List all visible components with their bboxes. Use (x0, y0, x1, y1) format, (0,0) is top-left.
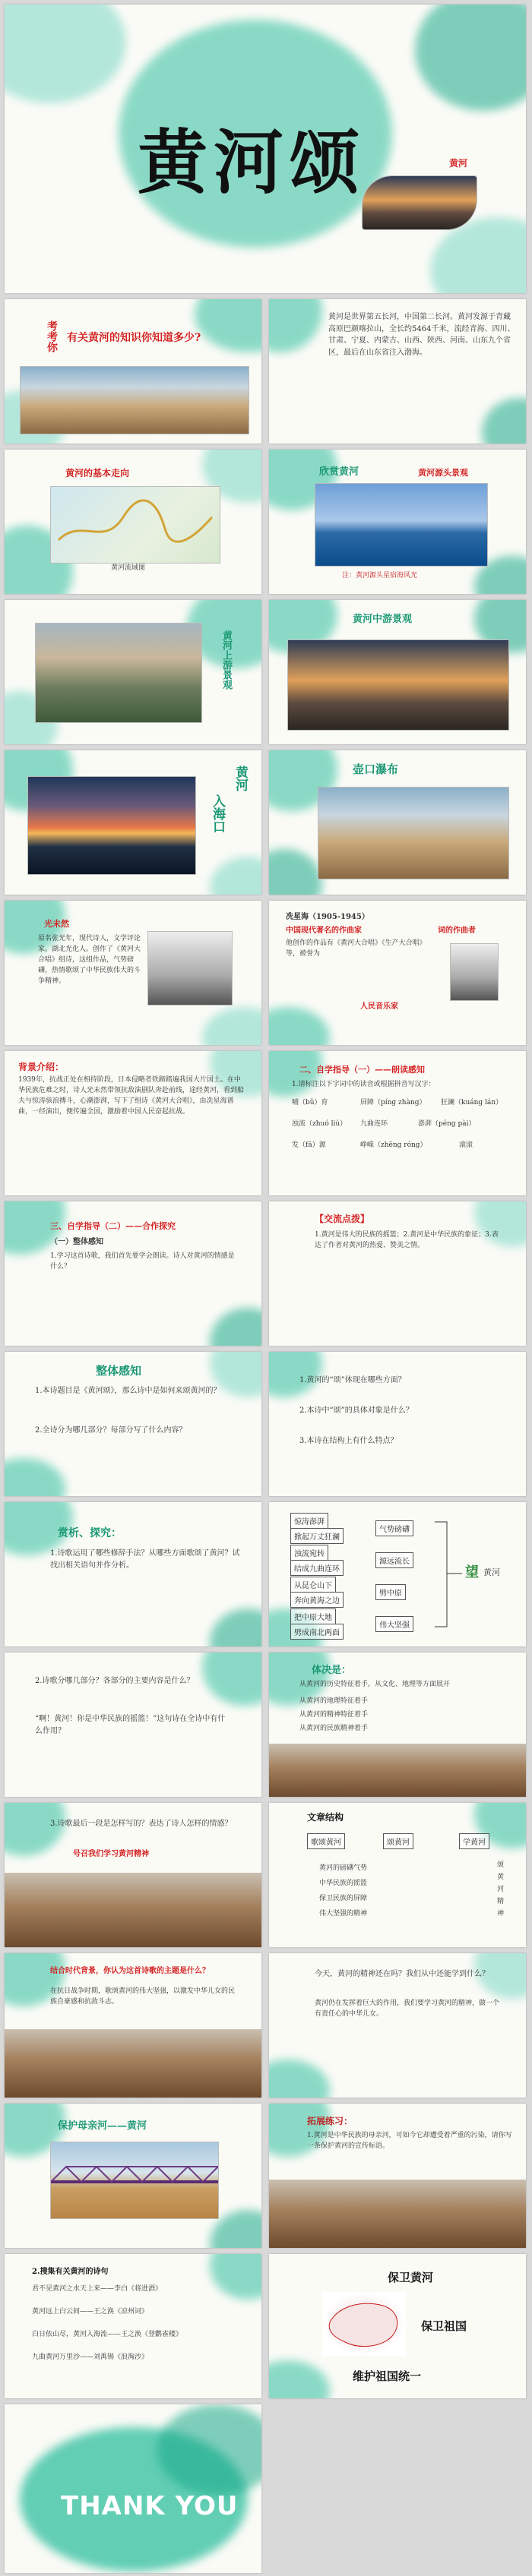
reading-row: 澎湃（péng pài） (418, 1120, 476, 1128)
structure-item: 黄河的磅礴气势 (319, 1864, 368, 1872)
reading-row: 九曲连环 (360, 1120, 388, 1128)
slide-structure (269, 1803, 526, 1947)
method-line: 从黄河的历史特征着手，从文化、地理等方面展开 (299, 1681, 451, 1688)
phrase-box: 掀起万丈狂澜 (290, 1528, 344, 1544)
slide-yellow-river-facts (269, 299, 526, 444)
slide-title: 光未然 (44, 919, 69, 929)
map-caption: 黄河流域图 (111, 564, 146, 572)
flow-box: 歌颂黄河 (307, 1833, 345, 1849)
ink-wash (195, 299, 261, 352)
ink-wash (210, 1308, 261, 1346)
slide-analysis (269, 1502, 526, 1646)
reading-row: 哺（bǔ）育 (292, 1099, 328, 1106)
question-2: 2.本诗中“颂”的具体对象是什么？ (299, 1406, 413, 1415)
structure-question: 2.诗歌分哪几部分？各部分的主要内容是什么？ (35, 1677, 195, 1685)
composer-highlight: 人民音乐家 (360, 1002, 398, 1011)
source-photo (315, 483, 488, 567)
ink-wash (202, 1007, 261, 1045)
structure-quote: “啊！黄河！你是中华民族的摇篮！”这句诗在全诗中有什么作用？ (35, 1715, 226, 1735)
slide-title: 体决是： (312, 1665, 352, 1676)
slide-quiz (5, 299, 261, 444)
meaning-box: 气势磅礴 (375, 1520, 413, 1536)
waterfall-photo (20, 366, 249, 434)
side-title-1: 黄河 (233, 766, 248, 791)
slide-title: 背景介绍： (18, 1062, 65, 1072)
ink-wash (415, 5, 526, 111)
slide-title: 【交流点拨】 (315, 1214, 370, 1224)
phrase-box: 浊流宛转 (290, 1545, 328, 1561)
meaning-box: 劈中原 (375, 1584, 406, 1600)
discussion-text: 1.黄河是伟大的民族的摇篮；2.黄河是中华民族的象征；3.表达了作者对黄河的热爱、赞美之情。 (315, 1231, 499, 1249)
side-title: 考考你 (46, 320, 58, 352)
estuary-photo (27, 776, 196, 875)
phrase-box: 把中原大地 (290, 1608, 336, 1624)
facts-text: 黄河是世界第五长河，中国第二长河。黄河发源于青藏高原巴颜喀拉山，全长约5464千米，流经青海、四川、甘肃、宁夏、内蒙古、山西、陕西、河南、山东九个省区，最后在山东省注入渤海。 (328, 313, 515, 357)
composer-line2: 词的作曲者 (438, 927, 476, 935)
slide-poems (5, 2254, 261, 2398)
question-3: 3.本诗在结构上有什么特点？ (299, 1437, 398, 1445)
ink-wash (269, 2060, 330, 2098)
slide-title: 黄河的基本走向 (65, 468, 130, 478)
overall-q1: 1.本诗题目是《黄河颂》，那么诗中是如何来颂黄河的？ (35, 1387, 221, 1395)
slide-today (269, 1953, 526, 2098)
side-title: 黄河上游景观 (220, 630, 232, 690)
ink-wash (269, 299, 322, 352)
today-question: 今天，黄河的精神还在吗？我们从中还能学到什么？ (315, 1970, 489, 1978)
cover-tag: 黄河 (449, 158, 468, 169)
reading-row: 屏障（píng zhàng） (360, 1099, 426, 1106)
ink-wash (482, 398, 526, 444)
slide-theme (5, 1953, 261, 2098)
poem-item: 九曲黄河万里沙——刘禹锡《浪淘沙》 (32, 2353, 149, 2361)
slide-title: 结合时代背景，你认为这首诗歌的主题是什么？ (50, 1967, 210, 1975)
reading-row: 发（fā）源 (292, 1141, 326, 1149)
theme-text: 在抗日战争时期，歌颂黄河的伟大坚强，以激发中华儿女的民族自豪感和抗敌斗志。 (50, 1987, 236, 2006)
china-map (322, 2292, 406, 2356)
river-line (51, 487, 220, 563)
phrase-box: 惊涛澎湃 (290, 1513, 328, 1529)
mudflow-photo (269, 1744, 526, 1797)
slogan-line2: 保卫祖国 (421, 2319, 467, 2333)
structure-right: 神 (497, 1910, 505, 1918)
center-subword: 黄河 (483, 1567, 500, 1577)
composer-text: 他创作的作品有《黄河大合唱》《生产大合唱》等，被誉为 (286, 939, 426, 958)
water-photo (269, 2180, 526, 2248)
composer-line1: 中国现代著名的作曲家 (286, 927, 362, 935)
slide-ending (5, 1803, 261, 1947)
slide-discussion (269, 1201, 526, 1346)
river-map (50, 486, 220, 564)
slide-subtitle: （一）整体感知 (50, 1238, 103, 1246)
slide-title: 保护母亲河——黄河 (58, 2120, 147, 2132)
ink-wash (269, 2360, 330, 2398)
cover-slide (5, 5, 526, 293)
ending-highlight: 号召我们学习黄河精神 (73, 1850, 149, 1858)
middle-reaches-photo (287, 639, 509, 731)
cover-title: 黄河颂 (138, 122, 366, 204)
flow-box: 学黄河 (459, 1833, 489, 1849)
background-text: 1939年，抗战正处在相持阶段，日本侵略者铁蹄踏遍我国大片国土。在中华民族危难之时，诗人光未然带领抗敌演剧队奔赴前线，途经黄河，看到船夫与惊涛骇浪搏斗，心潮澎湃，写下了组诗《黄河大合唱》，由冼星海谱曲，一经演出，便传遍全国，激励着中国人民奋起抗战。 (18, 1076, 245, 1116)
composer-portrait (450, 943, 499, 1001)
side-title-2: 入海口 (210, 794, 225, 833)
slide-estuary (5, 750, 261, 895)
reading-row: 浊流（zhuó liú） (292, 1120, 347, 1128)
ink-wash (210, 857, 261, 895)
slide-protect (5, 2104, 261, 2248)
slide-structure-question (5, 1653, 261, 1797)
slide-questions (269, 1352, 526, 1496)
slide-river-course (5, 450, 261, 594)
ink-wash (210, 1608, 261, 1646)
extension-text: 1.黄河是中华民族的母亲河，可如今它却遭受着严重的污染，请你写一条保护黄河的宣传标语。 (307, 2132, 512, 2150)
overall-q2: 2.全诗分为哪几部分？每部分写了什么内容？ (35, 1426, 187, 1435)
meaning-box: 源远流长 (375, 1552, 413, 1568)
explore-text: 1.学习这首诗歌，我们首先要学会朗读。诗人对黄河的情感是什么？ (50, 1252, 235, 1271)
slide-title: 欣赏黄河 (319, 466, 359, 478)
reading-question: 1.请标注以下字词中的读音或根据拼音写汉字： (292, 1081, 435, 1088)
photo-caption: 注：黄河源头星宿海风光 (342, 572, 418, 579)
slide-title: 整体感知 (96, 1364, 142, 1378)
thank-you-title: THANK YOU (61, 2491, 239, 2521)
slide-hukou-falls (269, 750, 526, 895)
slide-extension (269, 2104, 526, 2248)
meaning-box: 伟大坚强 (375, 1616, 413, 1632)
slogan-line3: 维护祖国统一 (353, 2369, 422, 2383)
slide-method (269, 1653, 526, 1797)
slide-subtitle: 黄河源头景观 (418, 468, 468, 478)
phrase-box: 奔向黄海之边 (290, 1592, 344, 1608)
map-outline-icon (322, 2292, 406, 2356)
upper-reaches-photo (35, 623, 202, 723)
structure-right: 黄 (497, 1874, 505, 1881)
reading-row: 滚滚 (459, 1141, 473, 1149)
method-line: 从黄河的民族精神着手 (299, 1725, 369, 1732)
composer-head: 冼星海（1905-1945） (286, 913, 369, 921)
slide-title: 壶口瀑布 (353, 762, 399, 776)
slide-middle-reaches (269, 600, 526, 744)
poem-item: 君不见黄河之水天上来——李白《将进酒》 (32, 2285, 163, 2293)
structure-right: 河 (497, 1886, 505, 1893)
slide-title: 二、自学指导（一）——朗读感知 (299, 1065, 425, 1075)
poem-item: 黄河远上白云间——王之涣《凉州词》 (32, 2308, 149, 2316)
bridge-photo (50, 2142, 219, 2219)
today-text: 黄河仍在发挥着巨大的作用，我们要学习黄河的精神，做一个有责任心的中华儿女。 (315, 2000, 500, 2018)
author-portrait (147, 931, 233, 1005)
waves-photo (5, 2029, 261, 2098)
structure-right: 精 (497, 1898, 505, 1905)
structure-item: 保卫民族的屏障 (319, 1895, 368, 1902)
author-bio: 原名张光年，现代诗人，文学评论家。湖北光化人。创作了《黄河大合唱》组诗，这组作品，气势磅礴，热情歌颂了中华民族伟大的斗争精神。 (38, 935, 141, 985)
structure-item: 伟大坚强的精神 (319, 1910, 368, 1918)
ink-wash (269, 1007, 330, 1045)
reading-row: 狂澜（kuáng lán） (441, 1099, 503, 1106)
structure-item: 中华民族的摇篮 (319, 1880, 368, 1887)
slide-upper-reaches (5, 600, 261, 744)
flow-box: 颂黄河 (383, 1833, 413, 1849)
appreciation-text: 1.诗歌运用了哪些修辞手法？从哪些方面歌颂了黄河？试找出相关语句并作分析。 (50, 1549, 240, 1570)
slide-title: 黄河中游景观 (353, 614, 413, 625)
slide-title: 2.搜集有关黄河的诗句 (32, 2268, 109, 2276)
phrase-box: 从昆仑山下 (290, 1577, 336, 1593)
bridge-truss (51, 2142, 218, 2218)
ink-wash (269, 849, 322, 895)
slide-reading (269, 1051, 526, 1195)
river-photo (5, 1873, 261, 1947)
slide-background (5, 1051, 261, 1195)
method-line: 从黄河的精神特征着手 (299, 1711, 369, 1719)
slide-title: 赏析、探究： (58, 1527, 122, 1539)
ink-wash (5, 5, 126, 103)
slide-title: 文章结构 (307, 1812, 344, 1823)
cover-image (362, 175, 477, 230)
slide-title: 有关黄河的知识你知道多少? (67, 332, 201, 344)
slide-explore (5, 1201, 261, 1346)
poem-item: 白日依山尽，黄河入海流——王之涣《登鹳雀楼》 (32, 2331, 183, 2338)
center-word: 望 (465, 1564, 479, 1580)
slide-overall (5, 1352, 261, 1496)
slide-title: 三、自学指导（二）——合作探究 (50, 1221, 176, 1231)
ending-question: 3.诗歌最后一段是怎样写的？表达了诗人怎样的情感？ (50, 1820, 233, 1828)
question-1: 1.黄河的“颂”体现在哪些方面？ (299, 1376, 406, 1384)
phrase-box: 劈成南北两面 (290, 1624, 344, 1640)
phrase-box: 结成九曲连环 (290, 1560, 344, 1576)
slide-appreciation (5, 1502, 261, 1646)
slide-xian-xinghai (269, 901, 526, 1045)
slogan-line1: 保卫黄河 (388, 2271, 434, 2284)
structure-right: 颂 (497, 1861, 505, 1869)
slide-slogan (269, 2254, 526, 2398)
falls-photo (318, 787, 509, 879)
slide-source-view (269, 450, 526, 594)
slide-title: 拓展练习： (307, 2116, 353, 2126)
slide-guang-weiran (5, 901, 261, 1045)
reading-row: 峥嵘（zhēng róng） (360, 1141, 427, 1149)
thank-you-slide (5, 2404, 261, 2573)
method-line: 从黄河的地理特征着手 (299, 1697, 369, 1705)
ink-wash (5, 1458, 65, 1496)
